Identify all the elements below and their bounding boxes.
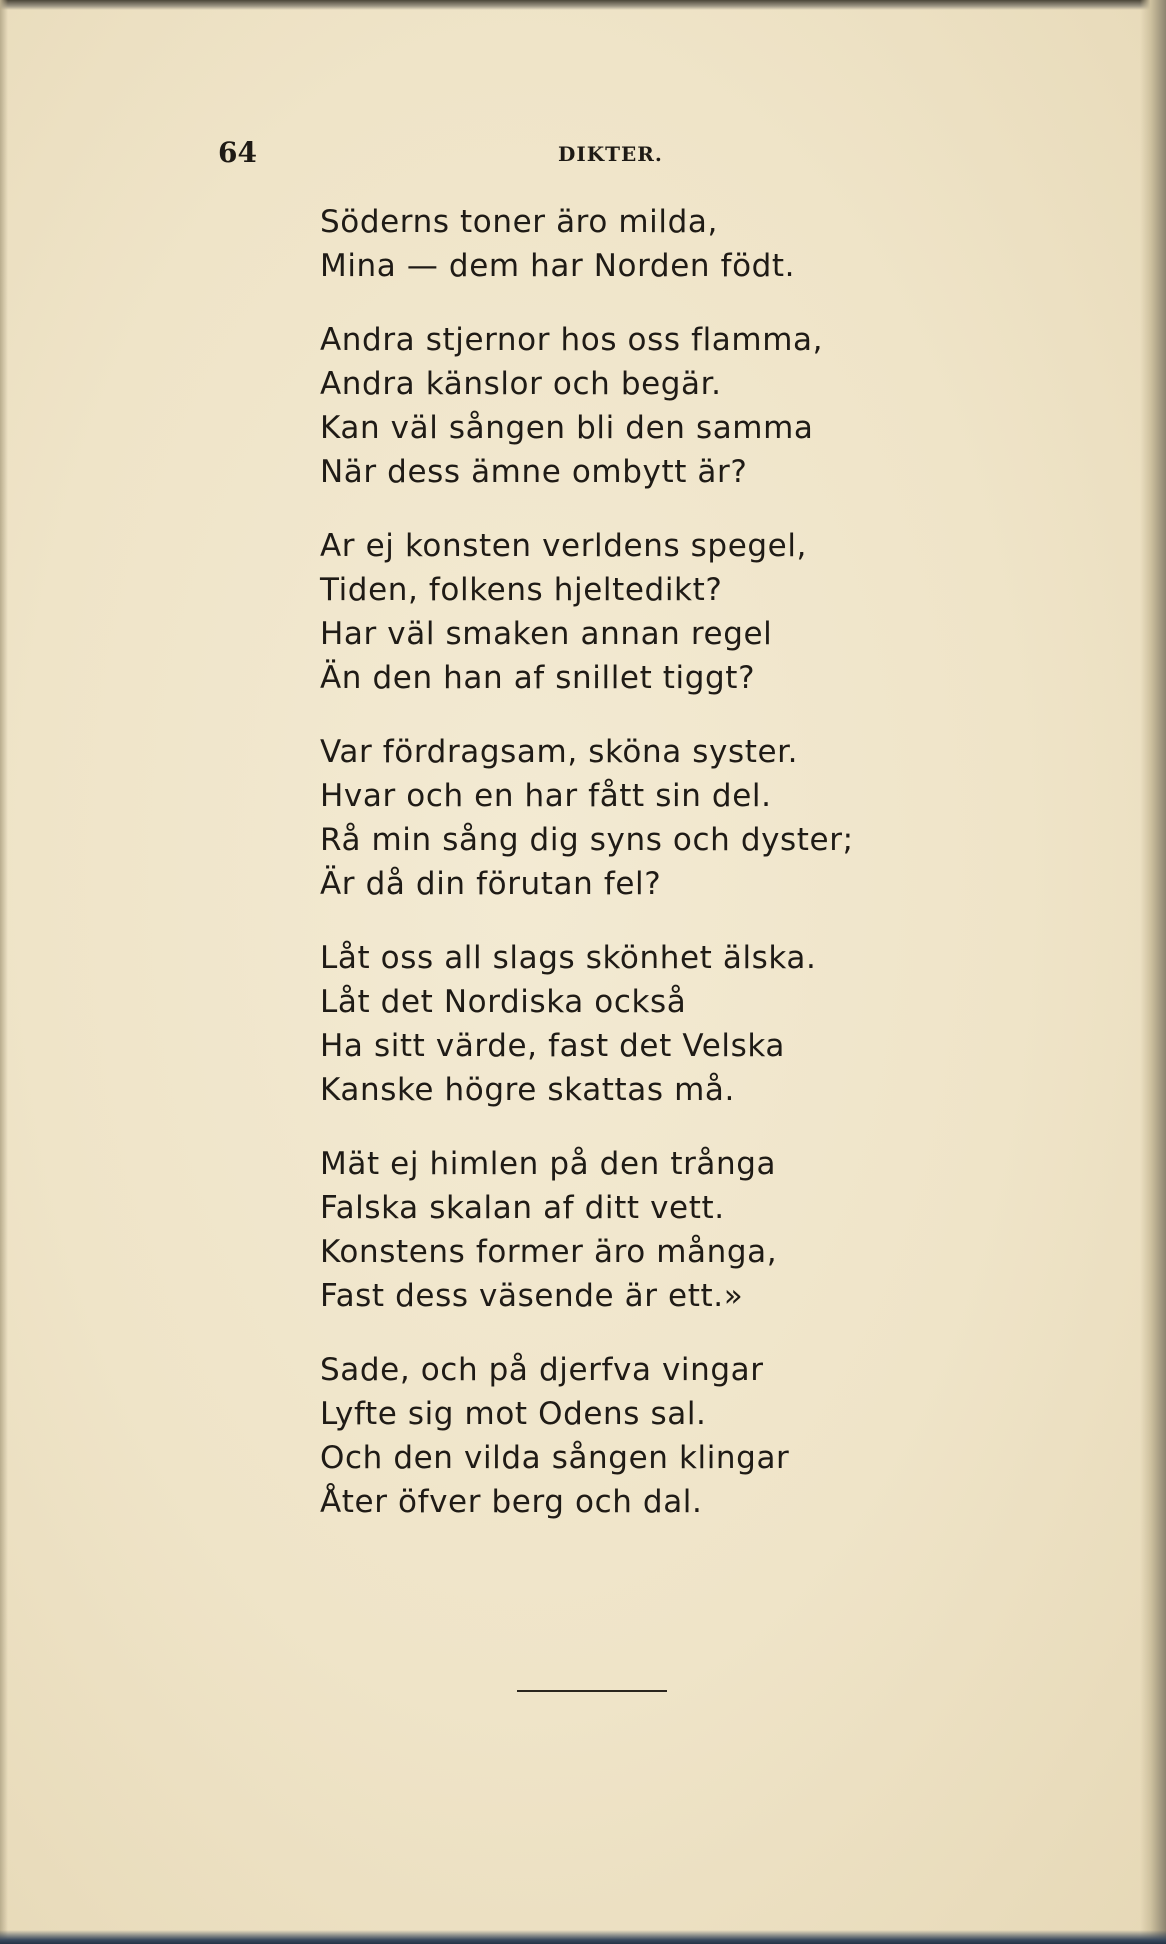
page-header (218, 136, 678, 176)
poem-line: Konstens former äro många, (320, 1234, 778, 1270)
poem-line: Andra stjernor hos oss flamma, (320, 322, 824, 358)
stanza (320, 1142, 960, 1318)
stanza (320, 200, 960, 288)
page-left-edge (0, 0, 8, 1944)
poem-line: Ha sitt värde, fast det Velska (320, 1028, 785, 1064)
stanza (320, 524, 960, 700)
poem-line: Lyfte sig mot Odens sal. (320, 1396, 707, 1432)
end-rule-divider (517, 1690, 667, 1692)
stanza (320, 1348, 960, 1524)
poem-line: Rå min sång dig syns och dyster; (320, 822, 854, 858)
poem-line: Kanske högre skattas må. (320, 1072, 735, 1108)
poem-line: Har väl smaken annan regel (320, 616, 773, 652)
poem-line: Var fördragsam, sköna syster. (320, 734, 799, 770)
page-number: 64 (218, 136, 257, 169)
poem-line: Falska skalan af ditt vett. (320, 1190, 725, 1226)
poem-line: Åter öfver berg och dal. (320, 1484, 703, 1520)
stanza (320, 318, 960, 494)
poem-line: Låt det Nordiska också (320, 984, 687, 1020)
poem-line: Än den han af snillet tiggt? (320, 660, 756, 696)
poem-line: Och den vilda sången klingar (320, 1440, 790, 1476)
stanza (320, 936, 960, 1112)
poem-line: Mät ej himlen på den trånga (320, 1146, 777, 1182)
poem-line: Fast dess väsende är ett.» (320, 1278, 744, 1314)
poem-line: Sade, och på djerfva vingar (320, 1352, 764, 1388)
poem-line: Andra känslor och begär. (320, 366, 722, 402)
poem-line: Låt oss all slags skönhet älska. (320, 940, 817, 976)
poem-line: Ar ej konsten verldens spegel, (320, 528, 807, 564)
poem-line: Tiden, folkens hjeltedikt? (320, 572, 723, 608)
poem-body (320, 200, 960, 1554)
poem-line: Mina — dem har Norden födt. (320, 248, 796, 284)
page-right-edge (1140, 0, 1166, 1944)
page-top-edge (0, 0, 1166, 10)
page-bottom-edge (0, 1930, 1166, 1944)
running-head: DIKTER. (558, 142, 663, 166)
stanza (320, 730, 960, 906)
poem-line: Är då din förutan fel? (320, 866, 662, 902)
poem-line: Hvar och en har fått sin del. (320, 778, 772, 814)
poem-line: Söderns toner äro milda, (320, 204, 718, 240)
poem-line: Kan väl sången bli den samma (320, 410, 814, 446)
poem-line: När dess ämne ombytt är? (320, 454, 748, 490)
